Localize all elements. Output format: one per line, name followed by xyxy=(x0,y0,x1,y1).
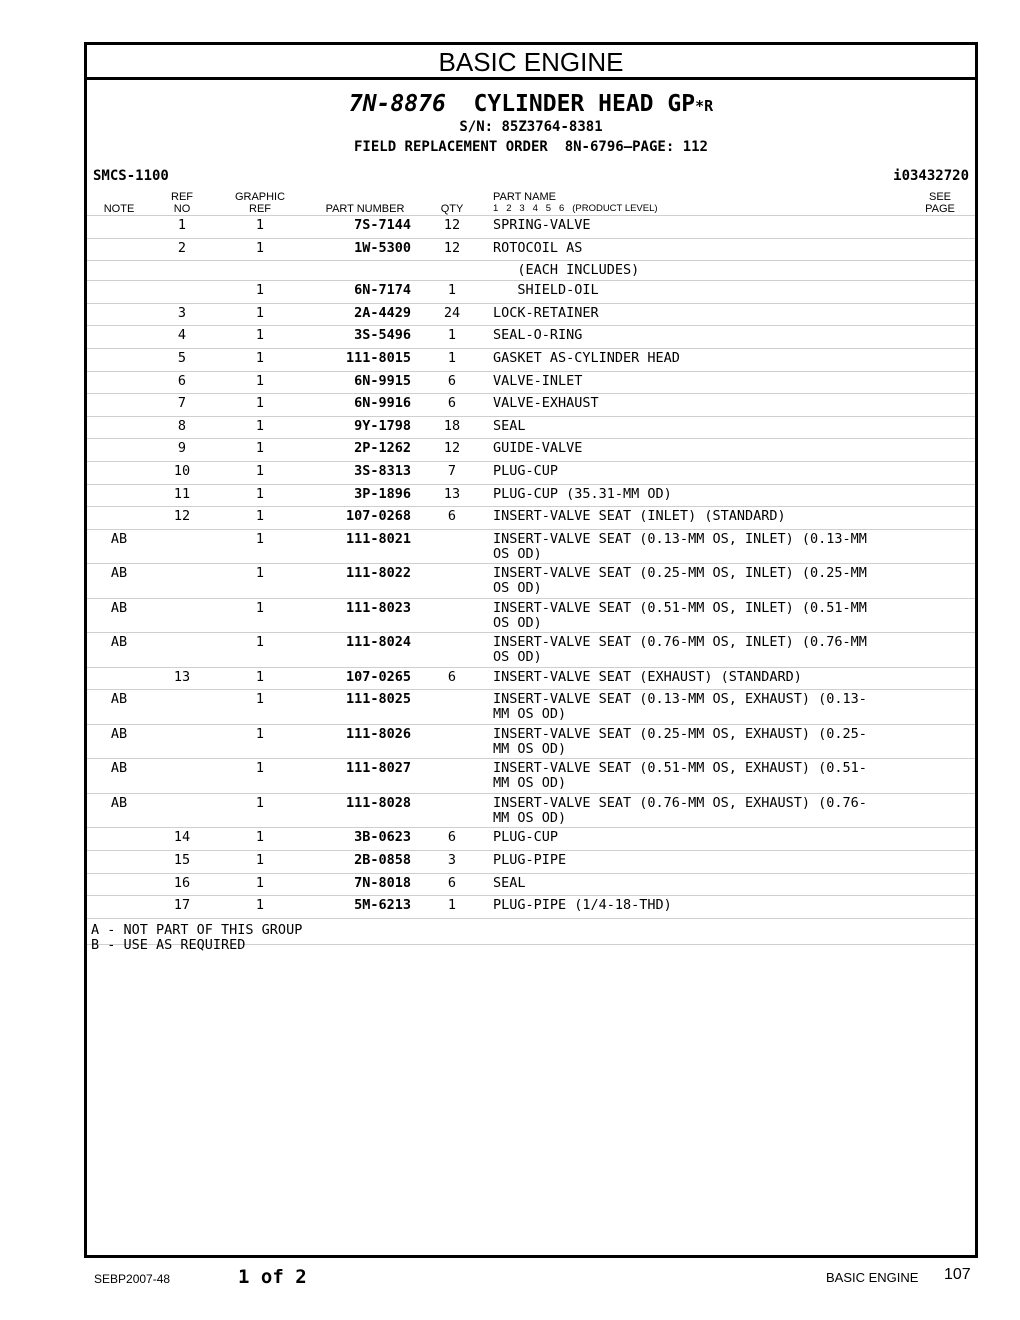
ref-no-cell: 7 xyxy=(177,395,187,412)
part-name-cell: ROTOCOIL AS xyxy=(493,239,583,256)
table-row xyxy=(87,827,975,850)
part-name-cell: PLUG-PIPE xyxy=(493,851,567,868)
group-number: 7N-8876 xyxy=(348,91,446,117)
ref-no-cell: 1 xyxy=(177,217,187,233)
col-part-name xyxy=(493,191,813,215)
part-name-cell: INSERT-VALVE SEAT (0.76-MM OS, INLET) (0.76-MM OS OD) xyxy=(493,634,867,666)
table-row xyxy=(87,215,975,238)
col-graphic-ref xyxy=(227,191,293,215)
table-row xyxy=(87,303,975,326)
part-name-cell: INSERT-VALVE SEAT (0.25-MM OS, EXHAUST) (0.25- MM OS OD) xyxy=(493,725,867,757)
note-cell: AB xyxy=(110,530,128,547)
qty-cell: 12 xyxy=(443,239,461,256)
part-name-cell: INSERT-VALVE SEAT (0.51-MM OS, INLET) (0.51-MM OS OD) xyxy=(493,599,867,631)
table-row xyxy=(87,598,975,633)
part-number-cell: 2A-4429 xyxy=(354,304,411,321)
graphic-ref-cell: 1 xyxy=(255,485,265,502)
table-row xyxy=(87,563,975,598)
note-line: A - NOT PART OF THIS GROUP xyxy=(91,921,303,938)
table-row xyxy=(87,850,975,873)
ref-no-cell: 5 xyxy=(177,349,187,366)
table-row xyxy=(87,724,975,759)
ref-no-cell: 10 xyxy=(173,462,191,479)
ref-no-cell: 15 xyxy=(173,851,191,868)
graphic-ref-cell: 1 xyxy=(255,760,265,777)
table-row xyxy=(87,484,975,507)
part-name-cell: INSERT-VALVE SEAT (0.13-MM OS, EXHAUST) (0.13- MM OS OD) xyxy=(493,691,867,723)
part-number-cell: 7N-8018 xyxy=(354,874,411,891)
col-ref-no xyxy=(162,191,202,215)
part-name-cell: PLUG-PIPE (1/4-18-THD) xyxy=(493,897,672,914)
col-ref-no-line2: NO xyxy=(173,203,191,215)
graphic-ref-cell: 1 xyxy=(255,794,265,811)
qty-cell: 12 xyxy=(443,217,461,233)
part-number-cell: 5M-6213 xyxy=(354,897,411,914)
note-cell: AB xyxy=(110,634,128,651)
col-graphic-line2: REF xyxy=(249,203,271,215)
part-number-cell: 107-0265 xyxy=(345,668,411,685)
part-number-cell: 111-8015 xyxy=(345,349,411,366)
note-cell: AB xyxy=(110,691,128,708)
part-name-cell: SEAL-O-RING xyxy=(493,327,583,344)
part-name-cell: SEAL xyxy=(493,874,526,891)
part-number-cell: 107-0268 xyxy=(345,508,411,525)
graphic-ref-cell: 1 xyxy=(255,349,265,366)
part-number-cell: 6N-7174 xyxy=(354,282,411,299)
part-number-cell: 3S-5496 xyxy=(354,327,411,344)
qty-cell: 18 xyxy=(443,417,461,434)
part-number-cell: 2P-1262 xyxy=(354,440,411,457)
note-cell: AB xyxy=(110,794,128,811)
ref-no-cell: 14 xyxy=(173,829,191,846)
parts-table xyxy=(87,215,975,953)
part-name-cell: GUIDE-VALVE xyxy=(493,440,583,457)
graphic-ref-cell: 1 xyxy=(255,897,265,914)
qty-cell: 1 xyxy=(447,327,457,344)
qty-cell: 3 xyxy=(447,851,457,868)
note-cell: AB xyxy=(110,565,128,582)
qty-cell: 1 xyxy=(447,349,457,366)
part-name-cell: SEAL xyxy=(493,417,526,434)
qty-cell: 6 xyxy=(447,829,457,846)
part-number-cell: 7S-7144 xyxy=(354,217,411,233)
part-number-cell: 1W-5300 xyxy=(354,239,411,256)
table-row xyxy=(87,895,975,918)
table-row xyxy=(87,461,975,484)
part-number-cell: 2B-0858 xyxy=(354,851,411,868)
part-name-cell: SHIELD-OIL xyxy=(493,282,599,299)
part-number-cell: 6N-9915 xyxy=(354,372,411,389)
illustration-id: i03432720 xyxy=(893,168,969,184)
graphic-ref-cell: 1 xyxy=(255,851,265,868)
note-cell: AB xyxy=(110,760,128,777)
table-row xyxy=(87,793,975,828)
ref-no-cell: 17 xyxy=(173,897,191,914)
ref-no-cell: 16 xyxy=(173,874,191,891)
graphic-ref-cell: 1 xyxy=(255,217,265,233)
ref-no-cell: 13 xyxy=(173,668,191,685)
col-part-name-line1: PART NAME xyxy=(493,191,556,203)
group-heading xyxy=(87,91,975,117)
graphic-ref-cell: 1 xyxy=(255,282,265,299)
table-row xyxy=(87,689,975,724)
table-row xyxy=(87,260,975,280)
section-title: BASIC ENGINE xyxy=(87,45,975,80)
graphic-ref-cell: 1 xyxy=(255,829,265,846)
part-name-cell: LOCK-RETAINER xyxy=(493,304,599,321)
col-part-number: PART NUMBER xyxy=(325,203,405,215)
table-row xyxy=(87,529,975,564)
catalog-frame xyxy=(84,42,978,1258)
qty-cell: 1 xyxy=(447,897,457,914)
graphic-ref-cell: 1 xyxy=(255,725,265,742)
qty-cell: 1 xyxy=(447,282,457,299)
part-number-cell: 3B-0623 xyxy=(354,829,411,846)
table-row xyxy=(87,325,975,348)
table-row xyxy=(87,632,975,667)
field-replacement-order: FIELD REPLACEMENT ORDER 8N-6796—PAGE: 112 xyxy=(353,139,708,155)
qty-cell: 6 xyxy=(447,668,457,685)
table-row xyxy=(87,506,975,529)
graphic-ref-cell: 1 xyxy=(255,395,265,412)
graphic-ref-cell: 1 xyxy=(255,462,265,479)
col-note: NOTE xyxy=(103,203,135,215)
graphic-ref-cell: 1 xyxy=(255,440,265,457)
ref-no-cell: 11 xyxy=(173,485,191,502)
qty-cell: 6 xyxy=(447,874,457,891)
qty-cell: 6 xyxy=(447,372,457,389)
smcs-code: SMCS-1100 xyxy=(93,168,169,184)
ref-no-cell: 6 xyxy=(177,372,187,389)
table-row xyxy=(87,416,975,439)
part-name-cell: GASKET AS-CYLINDER HEAD xyxy=(493,349,680,366)
qty-cell: 7 xyxy=(447,462,457,479)
part-number-cell: 111-8024 xyxy=(345,634,411,651)
table-row xyxy=(87,371,975,394)
graphic-ref-cell: 1 xyxy=(255,327,265,344)
graphic-ref-cell: 1 xyxy=(255,530,265,547)
part-name-cell: SPRING-VALVE xyxy=(493,217,591,233)
group-name: CYLINDER HEAD GP xyxy=(473,91,696,117)
part-number-cell: 111-8023 xyxy=(345,599,411,616)
graphic-ref-cell: 1 xyxy=(255,304,265,321)
footer-page-of: 1 of 2 xyxy=(238,1266,307,1288)
part-number-cell: 111-8021 xyxy=(345,530,411,547)
part-number-cell: 111-8025 xyxy=(345,691,411,708)
table-row xyxy=(87,873,975,896)
table-row xyxy=(87,348,975,371)
part-number-cell: 9Y-1798 xyxy=(354,417,411,434)
graphic-ref-cell: 1 xyxy=(255,634,265,651)
group-suffix: *R xyxy=(695,97,714,115)
graphic-ref-cell: 1 xyxy=(255,599,265,616)
table-row xyxy=(87,667,975,690)
qty-cell: 24 xyxy=(443,304,461,321)
ref-no-cell: 2 xyxy=(177,239,187,256)
graphic-ref-cell: 1 xyxy=(255,668,265,685)
table-row xyxy=(87,758,975,793)
part-number-cell: 111-8028 xyxy=(345,794,411,811)
col-ref-no-line1: REF xyxy=(171,191,193,203)
col-see-line1: SEE xyxy=(928,191,951,203)
note-cell: AB xyxy=(110,725,128,742)
part-name-cell: INSERT-VALVE SEAT (0.51-MM OS, EXHAUST) (0.51- MM OS OD) xyxy=(493,760,867,792)
part-name-cell: INSERT-VALVE SEAT (EXHAUST) (STANDARD) xyxy=(493,668,802,685)
ref-no-cell: 12 xyxy=(173,508,191,525)
footer-doc-id: SEBP2007-48 xyxy=(94,1272,171,1286)
qty-cell: 12 xyxy=(443,440,461,457)
qty-cell: 6 xyxy=(447,508,457,525)
col-see-page xyxy=(917,191,963,215)
part-number-cell: 3S-8313 xyxy=(354,462,411,479)
part-name-cell: INSERT-VALVE SEAT (0.76-MM OS, EXHAUST) (0.76- MM OS OD) xyxy=(493,794,867,826)
part-name-cell: VALVE-INLET xyxy=(493,372,583,389)
ref-no-cell: 3 xyxy=(177,304,187,321)
col-see-line2: PAGE xyxy=(925,203,955,215)
graphic-ref-cell: 1 xyxy=(255,508,265,525)
part-name-cell: PLUG-CUP xyxy=(493,462,559,479)
table-row xyxy=(87,238,975,261)
qty-cell: 6 xyxy=(447,395,457,412)
table-row xyxy=(87,280,975,303)
part-number-cell: 111-8027 xyxy=(345,760,411,777)
ref-no-cell: 8 xyxy=(177,417,187,434)
part-number-cell: 111-8026 xyxy=(345,725,411,742)
col-qty: QTY xyxy=(440,203,464,215)
serial-number: S/N: 85Z3764-8381 xyxy=(459,119,603,135)
footer-page-number: 107 xyxy=(944,1266,971,1283)
part-number-cell: 111-8022 xyxy=(345,565,411,582)
graphic-ref-cell: 1 xyxy=(255,239,265,256)
ref-no-cell: 4 xyxy=(177,327,187,344)
qty-cell: 13 xyxy=(443,485,461,502)
part-name-cell: VALVE-EXHAUST xyxy=(493,395,599,412)
part-number-cell: 6N-9916 xyxy=(354,395,411,412)
part-name-cell: INSERT-VALVE SEAT (INLET) (STANDARD) xyxy=(493,508,786,525)
table-row xyxy=(87,393,975,416)
graphic-ref-cell: 1 xyxy=(255,565,265,582)
ref-no-cell: 9 xyxy=(177,440,187,457)
col-product-level: 1 2 3 4 5 6 (PRODUCT LEVEL) xyxy=(493,203,658,214)
part-name-cell: PLUG-CUP (35.31-MM OD) xyxy=(493,485,672,502)
graphic-ref-cell: 1 xyxy=(255,874,265,891)
graphic-ref-cell: 1 xyxy=(255,372,265,389)
note-line: B - USE AS REQUIRED xyxy=(91,936,246,953)
graphic-ref-cell: 1 xyxy=(255,691,265,708)
col-graphic-line1: GRAPHIC xyxy=(234,191,286,203)
part-name-cell: PLUG-CUP xyxy=(493,829,559,846)
part-name-cell: (EACH INCLUDES) xyxy=(493,262,640,279)
part-name-cell: INSERT-VALVE SEAT (0.13-MM OS, INLET) (0.13-MM OS OD) xyxy=(493,530,867,562)
graphic-ref-cell: 1 xyxy=(255,417,265,434)
part-number-cell: 3P-1896 xyxy=(354,485,411,502)
note-cell: AB xyxy=(110,599,128,616)
part-name-cell: INSERT-VALVE SEAT (0.25-MM OS, INLET) (0.25-MM OS OD) xyxy=(493,565,867,597)
table-row xyxy=(87,438,975,461)
footer-section: BASIC ENGINE xyxy=(826,1270,919,1285)
notes-block xyxy=(87,918,975,953)
